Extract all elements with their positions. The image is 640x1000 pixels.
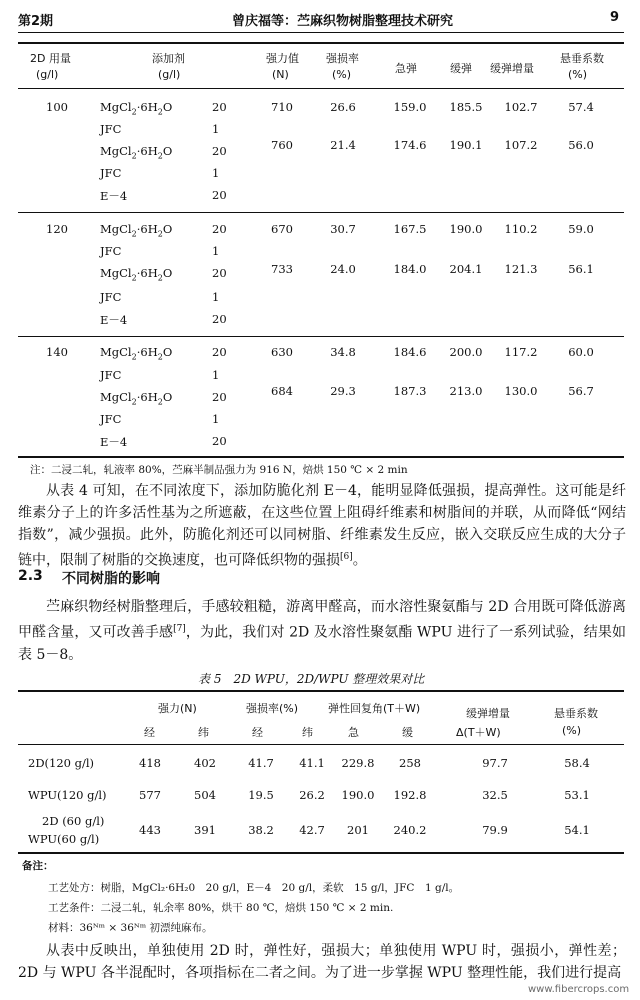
- drape-cell: 56.0: [568, 138, 594, 152]
- table4-header-rule: [18, 88, 624, 89]
- header-rule: [18, 32, 624, 33]
- th-dose-unit: (g/l): [36, 68, 59, 81]
- additive-cell: $MgCl_2\cdot 6H_2O$: [100, 390, 173, 407]
- additive-cell: $MgCl_2\cdot 6H_2O$: [100, 100, 173, 117]
- table4-group-rule: [18, 212, 624, 213]
- dose-cell: 120: [46, 222, 68, 236]
- additive-value: 20: [212, 390, 227, 404]
- loss-weft-cell: 42.7: [299, 823, 325, 837]
- slow-inc-cell: 79.9: [482, 823, 508, 837]
- dose-cell: 100: [46, 100, 68, 114]
- page-number: 9: [610, 10, 620, 25]
- additive-cell: JFC: [100, 412, 122, 426]
- section-title: 不同树脂的影响: [62, 571, 160, 587]
- paragraph-2: 苎麻织物经树脂整理后，手感较粗糙，游离甲醛高，而水溶性聚氨酯与 2D 合用既可降低游离甲醛含量，又可改善手感[7]，为此，我们对 2D 及水溶性聚氨酯 WPU 进行了一系列试验，结果如表 5－8。: [18, 599, 626, 663]
- th-slow: 缓: [402, 726, 413, 739]
- additive-cell: JFC: [100, 290, 122, 304]
- additive-cell: $MgCl_2\cdot 6H_2O$: [100, 144, 173, 161]
- th-slow-inc: 缓弹增量: [466, 707, 510, 720]
- loss-cell: 26.6: [330, 100, 356, 114]
- th-strength: 强力(N): [158, 702, 197, 715]
- table5-header-rule: [18, 744, 624, 745]
- table4-top-rule: [18, 42, 624, 44]
- strength-cell: 630: [271, 345, 293, 359]
- table5-top-rule: [18, 690, 624, 692]
- strength-warp-cell: 577: [139, 788, 161, 802]
- quick-cell: 229.8: [341, 756, 375, 770]
- additive-value: 20: [212, 144, 227, 158]
- loss-cell: 34.8: [330, 345, 356, 359]
- additive-cell: E－4: [100, 313, 128, 327]
- additive-value: 1: [212, 412, 220, 426]
- th-dose: 2D 用量: [30, 52, 71, 65]
- additive-cell: $MgCl_2\cdot 6H_2O$: [100, 222, 173, 239]
- slow-inc-cell: 107.2: [504, 138, 538, 152]
- paragraph-3: 从表中反映出，单独使用 2D 时，弹性好，强损大；单独使用 WPU 时，强损小，弹性差；2D 与 WPU 各半混配时，各项指标在二者之间。为了进一步掌握 WPU 整理性能，我们进行提高: [18, 943, 626, 981]
- strength-cell: 670: [271, 222, 293, 236]
- quick-cell: 187.3: [393, 384, 427, 398]
- table5-bottom-rule: [18, 852, 624, 854]
- th-drape-unit: (%): [568, 68, 588, 81]
- additive-value: 1: [212, 290, 220, 304]
- th-drape-unit: (%): [562, 724, 582, 737]
- strength-weft-cell: 391: [194, 823, 216, 837]
- th-warp: 经: [144, 726, 155, 739]
- th-drape: 悬垂系数: [560, 52, 604, 65]
- remarks-line-3: 材料：36ᴺᵐ × 36ᴺᵐ 初漂纯麻布。: [48, 922, 213, 934]
- issue-number: 第2期: [18, 14, 54, 29]
- additive-cell: $MgCl_2\cdot 6H_2O$: [100, 345, 173, 362]
- additive-cell: JFC: [100, 122, 122, 136]
- strength-cell: 733: [271, 262, 293, 276]
- strength-cell: 710: [271, 100, 293, 114]
- additive-value: 20: [212, 100, 227, 114]
- slow-inc-cell: 117.2: [504, 345, 538, 359]
- th-loss: 强损率: [326, 52, 359, 65]
- th-slow-inc-delta: Δ(T＋W): [456, 726, 501, 739]
- table4-note: 注：二浸二轧，轧液率 80%，苎麻半制品强力为 916 N，焙烘 150 ℃ × 2 min: [30, 464, 408, 476]
- row-label-2: WPU(60 g/l): [28, 832, 100, 846]
- strength-warp-cell: 418: [139, 756, 161, 770]
- additive-value: 1: [212, 122, 220, 136]
- quick-cell: 201: [347, 823, 369, 837]
- strength-weft-cell: 402: [194, 756, 216, 770]
- additive-value: 20: [212, 434, 227, 448]
- quick-cell: 184.6: [393, 345, 427, 359]
- slow-cell: 204.1: [449, 262, 483, 276]
- loss-cell: 29.3: [330, 384, 356, 398]
- slow-cell: 185.5: [449, 100, 483, 114]
- th-loss: 强损率(%): [246, 702, 299, 715]
- th-warp-2: 经: [252, 726, 263, 739]
- quick-cell: 167.5: [393, 222, 427, 236]
- drape-cell: 56.1: [568, 262, 594, 276]
- th-slow-inc: 缓弹增量: [490, 62, 534, 75]
- slow-inc-cell: 97.7: [482, 756, 508, 770]
- row-label: WPU(120 g/l): [28, 788, 107, 802]
- th-additive-unit: (g/l): [158, 68, 181, 81]
- strength-cell: 760: [271, 138, 293, 152]
- th-slow: 缓弹: [450, 62, 472, 75]
- loss-cell: 21.4: [330, 138, 356, 152]
- loss-warp-cell: 38.2: [248, 823, 274, 837]
- additive-value: 1: [212, 166, 220, 180]
- row-label: 2D(120 g/l): [28, 756, 95, 770]
- strength-weft-cell: 504: [194, 788, 216, 802]
- th-additive: 添加剂: [152, 52, 185, 65]
- additive-cell: E－4: [100, 189, 128, 203]
- additive-cell: E－4: [100, 435, 128, 449]
- drape-cell: 60.0: [568, 345, 594, 359]
- slow-cell: 200.0: [449, 345, 483, 359]
- row-label: 2D (60 g/l): [42, 814, 105, 828]
- slow-cell: 190.1: [449, 138, 483, 152]
- additive-cell: JFC: [100, 244, 122, 258]
- slow-inc-cell: 32.5: [482, 788, 508, 802]
- additive-value: 20: [212, 188, 227, 202]
- slow-inc-cell: 130.0: [504, 384, 538, 398]
- slow-cell: 213.0: [449, 384, 483, 398]
- th-weft-2: 纬: [302, 726, 313, 739]
- drape-cell: 57.4: [568, 100, 594, 114]
- loss-warp-cell: 19.5: [248, 788, 274, 802]
- th-drape: 悬垂系数: [554, 707, 598, 720]
- slow-cell: 192.8: [393, 788, 427, 802]
- loss-weft-cell: 26.2: [299, 788, 325, 802]
- additive-cell: JFC: [100, 166, 122, 180]
- dose-cell: 140: [46, 345, 68, 359]
- slow-inc-cell: 110.2: [504, 222, 538, 236]
- strength-cell: 684: [271, 384, 293, 398]
- additive-value: 20: [212, 222, 227, 236]
- quick-cell: 174.6: [393, 138, 427, 152]
- loss-weft-cell: 41.1: [299, 756, 325, 770]
- th-loss-unit: (%): [332, 68, 352, 81]
- loss-cell: 24.0: [330, 262, 356, 276]
- additive-value: 20: [212, 345, 227, 359]
- drape-cell: 53.1: [564, 788, 590, 802]
- additive-value: 20: [212, 266, 227, 280]
- additive-cell: $MgCl_2\cdot 6H_2O$: [100, 266, 173, 283]
- remarks-line-2: 工艺条件：二浸二轧，轧余率 80%，烘干 80 ℃，焙烘 150 ℃ × 2 min.: [48, 902, 394, 914]
- slow-cell: 240.2: [393, 823, 427, 837]
- slow-inc-cell: 102.7: [504, 100, 538, 114]
- table4-bottom-rule: [18, 456, 624, 458]
- quick-cell: 190.0: [341, 788, 375, 802]
- additive-value: 1: [212, 368, 220, 382]
- th-quick: 急: [348, 726, 359, 739]
- slow-cell: 190.0: [449, 222, 483, 236]
- loss-cell: 30.7: [330, 222, 356, 236]
- quick-cell: 159.0: [393, 100, 427, 114]
- additive-value: 1: [212, 244, 220, 258]
- additive-cell: JFC: [100, 368, 122, 382]
- drape-cell: 54.1: [564, 823, 590, 837]
- th-quick: 急弹: [395, 62, 417, 75]
- slow-cell: 258: [399, 756, 421, 770]
- strength-warp-cell: 443: [139, 823, 161, 837]
- running-title: 曾庆福等：苎麻织物树脂整理技术研究: [232, 14, 454, 29]
- th-weft: 纬: [198, 726, 209, 739]
- section-number: 2.3: [18, 568, 43, 584]
- paragraph-1: 从表 4 可知，在不同浓度下，添加防脆化剂 E－4，能明显降低强损，提高弹性。这可能是纤维素分子上的许多活性基为之所遮蔽，在这些位置上阻碍纤维素和树脂间的并联，从而降低“网结指数”，减少强损。此外，防脆化剂还可以同树脂、纤维素发生反应，嵌入交联反应生成的大分子链中，限制了树脂的交换速度，也可降低织物的强损[6]。: [18, 483, 626, 569]
- drape-cell: 59.0: [568, 222, 594, 236]
- remarks-title: 备注：: [22, 860, 54, 872]
- remarks-line-1: 工艺处方：树脂，MgCl₂·6H₂0 20 g/l，E－4 20 g/l，柔软 15 g/l，JFC 1 g/l。: [48, 882, 460, 894]
- loss-warp-cell: 41.7: [248, 756, 274, 770]
- drape-cell: 58.4: [564, 756, 590, 770]
- slow-inc-cell: 121.3: [504, 262, 538, 276]
- th-strength-unit: (N): [272, 68, 289, 81]
- additive-value: 20: [212, 312, 227, 326]
- drape-cell: 56.7: [568, 384, 594, 398]
- th-strength: 强力值: [266, 52, 299, 65]
- th-recovery: 弹性回复角(T＋W): [328, 702, 421, 715]
- table4-group-rule: [18, 336, 624, 337]
- table5-caption: 表 5 2D WPU，2D/WPU 整理效果对比: [198, 672, 425, 686]
- watermark: www.fibercrops.com: [528, 984, 630, 995]
- quick-cell: 184.0: [393, 262, 427, 276]
